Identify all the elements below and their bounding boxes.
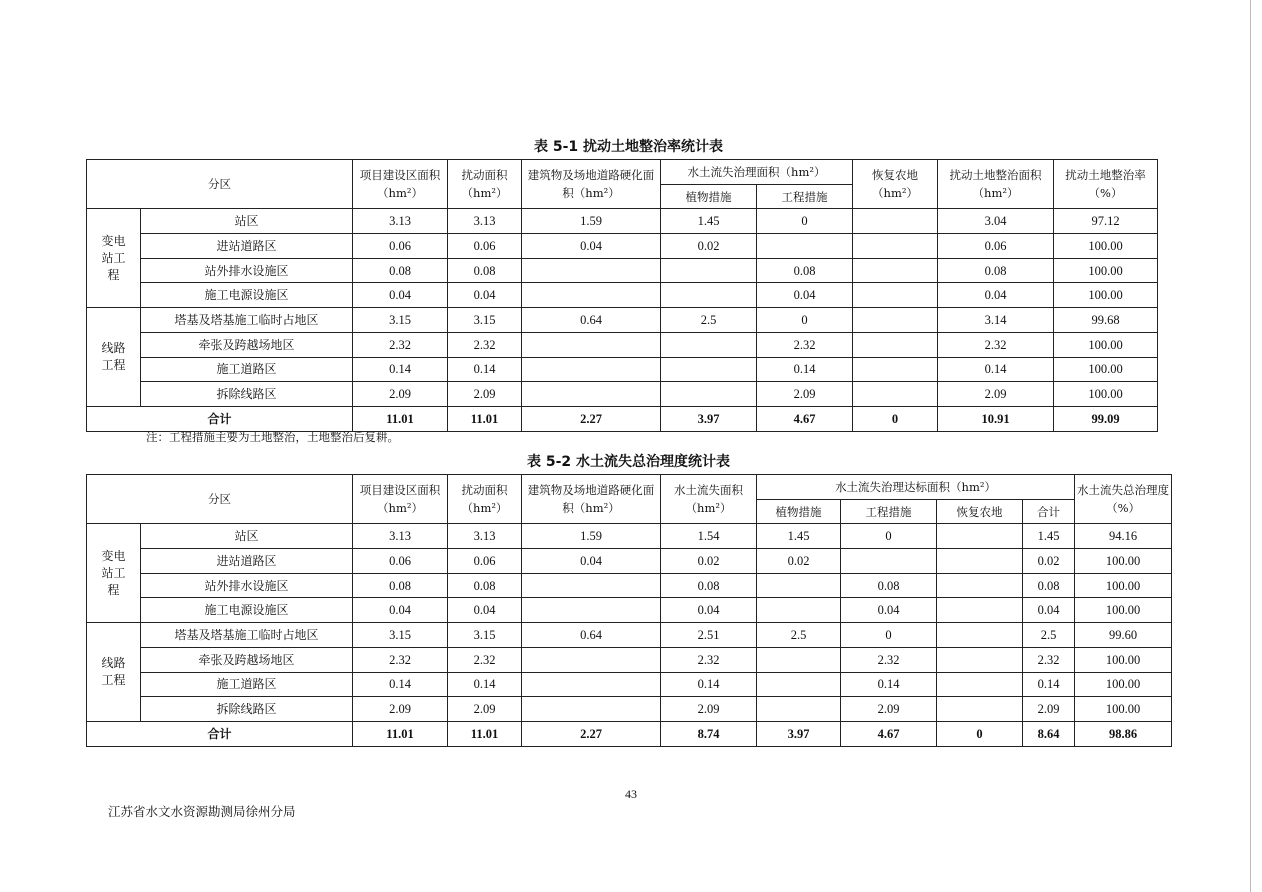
value-cell: 3.14 bbox=[938, 308, 1054, 333]
value-cell bbox=[937, 598, 1023, 623]
value-cell: 2.32 bbox=[448, 332, 522, 357]
value-cell bbox=[661, 357, 757, 382]
table1-header-project-area: 项目建设区面积（hm²） bbox=[353, 160, 448, 209]
value-cell: 99.68 bbox=[1054, 308, 1158, 333]
value-cell: 0.04 bbox=[448, 283, 522, 308]
value-cell bbox=[661, 258, 757, 283]
value-cell: 0.08 bbox=[1023, 573, 1075, 598]
table-row bbox=[87, 573, 1172, 598]
value-cell: 100.00 bbox=[1054, 357, 1158, 382]
value-cell bbox=[853, 258, 938, 283]
value-cell: 2.32 bbox=[757, 332, 853, 357]
value-cell: 0.08 bbox=[448, 573, 522, 598]
value-cell: 0.02 bbox=[1023, 549, 1075, 574]
value-cell: 1.59 bbox=[522, 524, 661, 549]
value-cell: 0.04 bbox=[522, 234, 661, 259]
value-cell bbox=[522, 357, 661, 382]
table1-header-erosion-group: 水土流失治理面积（hm²） bbox=[661, 160, 853, 185]
value-cell: 2.5 bbox=[661, 308, 757, 333]
value-cell: 0.14 bbox=[1023, 672, 1075, 697]
value-cell bbox=[522, 647, 661, 672]
value-cell: 0.08 bbox=[353, 258, 448, 283]
value-cell bbox=[757, 672, 841, 697]
table1-header-hardened-area: 建筑物及场地道路硬化面积（hm²） bbox=[522, 160, 661, 209]
total-value-cell: 98.86 bbox=[1075, 721, 1172, 746]
table-row bbox=[87, 647, 1172, 672]
value-cell: 2.09 bbox=[757, 382, 853, 407]
zone-cell: 施工电源设施区 bbox=[141, 598, 353, 623]
total-value-cell: 4.67 bbox=[757, 406, 853, 431]
value-cell: 0.06 bbox=[448, 549, 522, 574]
value-cell bbox=[937, 524, 1023, 549]
value-cell: 0.04 bbox=[757, 283, 853, 308]
zone-cell: 拆除线路区 bbox=[141, 697, 353, 722]
value-cell bbox=[937, 573, 1023, 598]
value-cell bbox=[522, 573, 661, 598]
value-cell: 0.14 bbox=[353, 357, 448, 382]
total-value-cell: 3.97 bbox=[661, 406, 757, 431]
table1-header-rate: 扰动土地整治率（%） bbox=[1054, 160, 1158, 209]
value-cell: 2.5 bbox=[1023, 623, 1075, 648]
value-cell bbox=[937, 623, 1023, 648]
value-cell: 100.00 bbox=[1075, 672, 1172, 697]
value-cell: 2.09 bbox=[1023, 697, 1075, 722]
value-cell: 3.15 bbox=[353, 308, 448, 333]
value-cell bbox=[853, 357, 938, 382]
value-cell: 100.00 bbox=[1075, 573, 1172, 598]
value-cell: 1.45 bbox=[757, 524, 841, 549]
page-edge-line bbox=[1250, 0, 1251, 892]
table-row bbox=[87, 524, 1172, 549]
value-cell: 0.14 bbox=[938, 357, 1054, 382]
total-value-cell: 0 bbox=[853, 406, 938, 431]
value-cell: 2.51 bbox=[661, 623, 757, 648]
value-cell bbox=[661, 382, 757, 407]
table1-header-zone: 分区 bbox=[87, 160, 353, 209]
table-row bbox=[87, 209, 1158, 234]
value-cell: 2.32 bbox=[938, 332, 1054, 357]
total-value-cell: 0 bbox=[937, 721, 1023, 746]
value-cell bbox=[853, 283, 938, 308]
value-cell: 0.14 bbox=[757, 357, 853, 382]
group-label: 线路工程 bbox=[87, 623, 141, 722]
value-cell: 0.02 bbox=[661, 549, 757, 574]
total-value-cell: 8.74 bbox=[661, 721, 757, 746]
total-value-cell: 8.64 bbox=[1023, 721, 1075, 746]
table-row bbox=[87, 382, 1158, 407]
value-cell: 0.08 bbox=[841, 573, 937, 598]
value-cell: 3.04 bbox=[938, 209, 1054, 234]
value-cell bbox=[757, 234, 853, 259]
value-cell: 2.32 bbox=[448, 647, 522, 672]
value-cell: 0.06 bbox=[938, 234, 1054, 259]
total-value-cell: 11.01 bbox=[353, 406, 448, 431]
value-cell: 2.09 bbox=[353, 697, 448, 722]
total-value-cell: 10.91 bbox=[938, 406, 1054, 431]
table2 bbox=[86, 474, 1172, 747]
value-cell: 0.04 bbox=[1023, 598, 1075, 623]
value-cell bbox=[853, 382, 938, 407]
table-row bbox=[87, 549, 1172, 574]
value-cell bbox=[522, 697, 661, 722]
zone-cell: 牵张及跨越场地区 bbox=[141, 332, 353, 357]
value-cell: 0 bbox=[757, 308, 853, 333]
value-cell: 1.45 bbox=[661, 209, 757, 234]
table-row bbox=[87, 234, 1158, 259]
value-cell: 100.00 bbox=[1054, 234, 1158, 259]
table1-header-eng: 工程措施 bbox=[757, 184, 853, 209]
value-cell: 0.04 bbox=[841, 598, 937, 623]
value-cell: 0.14 bbox=[353, 672, 448, 697]
value-cell: 0.04 bbox=[522, 549, 661, 574]
value-cell: 100.00 bbox=[1075, 697, 1172, 722]
group-label: 变电站工程 bbox=[87, 209, 141, 308]
total-value-cell: 2.27 bbox=[522, 406, 661, 431]
group-label: 变电站工程 bbox=[87, 524, 141, 623]
value-cell: 2.32 bbox=[353, 332, 448, 357]
total-row bbox=[87, 406, 1158, 431]
table2-header-disturbed-area: 扰动面积（hm²） bbox=[448, 475, 522, 524]
table-row bbox=[87, 623, 1172, 648]
value-cell: 0.02 bbox=[757, 549, 841, 574]
table1-note: 注：工程措施主要为土地整治，土地整治后复耕。 bbox=[146, 430, 399, 444]
value-cell: 2.09 bbox=[353, 382, 448, 407]
zone-cell: 施工道路区 bbox=[141, 672, 353, 697]
value-cell: 0.08 bbox=[757, 258, 853, 283]
value-cell: 2.5 bbox=[757, 623, 841, 648]
table2-header-veg: 植物措施 bbox=[757, 499, 841, 524]
value-cell: 2.32 bbox=[841, 647, 937, 672]
value-cell bbox=[757, 598, 841, 623]
value-cell: 2.09 bbox=[448, 697, 522, 722]
value-cell: 0 bbox=[757, 209, 853, 234]
value-cell: 0.08 bbox=[938, 258, 1054, 283]
value-cell: 99.60 bbox=[1075, 623, 1172, 648]
total-value-cell: 99.09 bbox=[1054, 406, 1158, 431]
zone-cell: 站外排水设施区 bbox=[141, 573, 353, 598]
value-cell bbox=[661, 332, 757, 357]
value-cell bbox=[757, 647, 841, 672]
value-cell: 94.16 bbox=[1075, 524, 1172, 549]
value-cell: 100.00 bbox=[1054, 332, 1158, 357]
table2-header-hardened-area: 建筑物及场地道路硬化面积（hm²） bbox=[522, 475, 661, 524]
total-value-cell: 11.01 bbox=[448, 406, 522, 431]
value-cell bbox=[522, 598, 661, 623]
value-cell: 0.08 bbox=[661, 573, 757, 598]
value-cell: 0.06 bbox=[353, 549, 448, 574]
table1-caption: 表 5-1 扰动土地整治率统计表 bbox=[533, 139, 724, 155]
total-value-cell: 2.27 bbox=[522, 721, 661, 746]
value-cell bbox=[841, 549, 937, 574]
zone-cell: 站外排水设施区 bbox=[141, 258, 353, 283]
value-cell: 100.00 bbox=[1054, 382, 1158, 407]
value-cell: 2.09 bbox=[661, 697, 757, 722]
value-cell: 100.00 bbox=[1075, 598, 1172, 623]
value-cell: 1.45 bbox=[1023, 524, 1075, 549]
table-row bbox=[87, 308, 1158, 333]
table1 bbox=[86, 159, 1158, 432]
value-cell: 0.06 bbox=[353, 234, 448, 259]
value-cell: 2.09 bbox=[841, 697, 937, 722]
zone-cell: 进站道路区 bbox=[141, 234, 353, 259]
footer-organization: 江苏省水文水资源勘测局徐州分局 bbox=[108, 804, 296, 819]
value-cell bbox=[853, 308, 938, 333]
total-value-cell: 4.67 bbox=[841, 721, 937, 746]
group-label: 线路工程 bbox=[87, 308, 141, 407]
table1-header-treated-area: 扰动土地整治面积（hm²） bbox=[938, 160, 1054, 209]
total-row bbox=[87, 721, 1172, 746]
value-cell: 97.12 bbox=[1054, 209, 1158, 234]
value-cell bbox=[853, 209, 938, 234]
value-cell: 0 bbox=[841, 524, 937, 549]
zone-cell: 牵张及跨越场地区 bbox=[141, 647, 353, 672]
value-cell: 100.00 bbox=[1054, 283, 1158, 308]
value-cell bbox=[853, 234, 938, 259]
value-cell bbox=[661, 283, 757, 308]
table2-header-farmland: 恢复农地 bbox=[937, 499, 1023, 524]
page-number: 43 bbox=[625, 787, 637, 801]
value-cell: 2.09 bbox=[938, 382, 1054, 407]
value-cell: 0.04 bbox=[938, 283, 1054, 308]
value-cell: 0.02 bbox=[661, 234, 757, 259]
table1-header-veg: 植物措施 bbox=[661, 184, 757, 209]
value-cell: 0.06 bbox=[448, 234, 522, 259]
total-label: 合计 bbox=[87, 406, 353, 431]
value-cell: 0.08 bbox=[448, 258, 522, 283]
value-cell: 3.13 bbox=[448, 524, 522, 549]
value-cell: 1.59 bbox=[522, 209, 661, 234]
table2-caption: 表 5-2 水土流失总治理度统计表 bbox=[526, 454, 731, 470]
value-cell: 100.00 bbox=[1054, 258, 1158, 283]
value-cell: 3.13 bbox=[448, 209, 522, 234]
value-cell: 0.14 bbox=[448, 357, 522, 382]
value-cell bbox=[937, 549, 1023, 574]
zone-cell: 施工电源设施区 bbox=[141, 283, 353, 308]
table2-header-erosion-area: 水土流失面积（hm²） bbox=[661, 475, 757, 524]
value-cell: 3.15 bbox=[448, 308, 522, 333]
value-cell bbox=[522, 382, 661, 407]
table1-header-farmland: 恢复农地（hm²） bbox=[853, 160, 938, 209]
table2-header-eng: 工程措施 bbox=[841, 499, 937, 524]
value-cell: 0 bbox=[841, 623, 937, 648]
table-row bbox=[87, 357, 1158, 382]
value-cell: 2.32 bbox=[661, 647, 757, 672]
value-cell: 0.04 bbox=[661, 598, 757, 623]
value-cell: 2.32 bbox=[1023, 647, 1075, 672]
table-row bbox=[87, 258, 1158, 283]
table-row bbox=[87, 697, 1172, 722]
value-cell: 100.00 bbox=[1075, 549, 1172, 574]
value-cell: 0.08 bbox=[353, 573, 448, 598]
table1-header-disturbed-area: 扰动面积（hm²） bbox=[448, 160, 522, 209]
table2-header-project-area: 项目建设区面积（hm²） bbox=[353, 475, 448, 524]
value-cell: 3.15 bbox=[353, 623, 448, 648]
total-label: 合计 bbox=[87, 721, 353, 746]
value-cell: 3.13 bbox=[353, 524, 448, 549]
zone-cell: 站区 bbox=[141, 209, 353, 234]
value-cell bbox=[757, 573, 841, 598]
value-cell: 2.09 bbox=[448, 382, 522, 407]
value-cell: 0.14 bbox=[448, 672, 522, 697]
table-row bbox=[87, 332, 1158, 357]
value-cell: 0.64 bbox=[522, 623, 661, 648]
value-cell bbox=[937, 697, 1023, 722]
zone-cell: 拆除线路区 bbox=[141, 382, 353, 407]
zone-cell: 施工道路区 bbox=[141, 357, 353, 382]
value-cell bbox=[522, 258, 661, 283]
value-cell: 2.32 bbox=[353, 647, 448, 672]
table2-header-zone: 分区 bbox=[87, 475, 353, 524]
table-row bbox=[87, 598, 1172, 623]
value-cell: 0.04 bbox=[353, 598, 448, 623]
table2-header-sum: 合计 bbox=[1023, 499, 1075, 524]
value-cell bbox=[937, 672, 1023, 697]
zone-cell: 塔基及塔基施工临时占地区 bbox=[141, 623, 353, 648]
value-cell bbox=[522, 332, 661, 357]
value-cell: 100.00 bbox=[1075, 647, 1172, 672]
total-value-cell: 11.01 bbox=[353, 721, 448, 746]
table-row bbox=[87, 283, 1158, 308]
total-value-cell: 3.97 bbox=[757, 721, 841, 746]
zone-cell: 塔基及塔基施工临时占地区 bbox=[141, 308, 353, 333]
value-cell: 3.15 bbox=[448, 623, 522, 648]
table2-header-target-group: 水土流失治理达标面积（hm²） bbox=[757, 475, 1075, 500]
value-cell: 0.64 bbox=[522, 308, 661, 333]
zone-cell: 站区 bbox=[141, 524, 353, 549]
value-cell: 0.14 bbox=[661, 672, 757, 697]
value-cell: 0.04 bbox=[448, 598, 522, 623]
value-cell bbox=[522, 283, 661, 308]
value-cell bbox=[757, 697, 841, 722]
value-cell bbox=[937, 647, 1023, 672]
value-cell: 0.04 bbox=[353, 283, 448, 308]
value-cell: 1.54 bbox=[661, 524, 757, 549]
value-cell: 3.13 bbox=[353, 209, 448, 234]
zone-cell: 进站道路区 bbox=[141, 549, 353, 574]
table2-header-rate: 水土流失总治理度（%） bbox=[1075, 475, 1172, 524]
total-value-cell: 11.01 bbox=[448, 721, 522, 746]
value-cell bbox=[853, 332, 938, 357]
value-cell bbox=[522, 672, 661, 697]
value-cell: 0.14 bbox=[841, 672, 937, 697]
table-row bbox=[87, 672, 1172, 697]
